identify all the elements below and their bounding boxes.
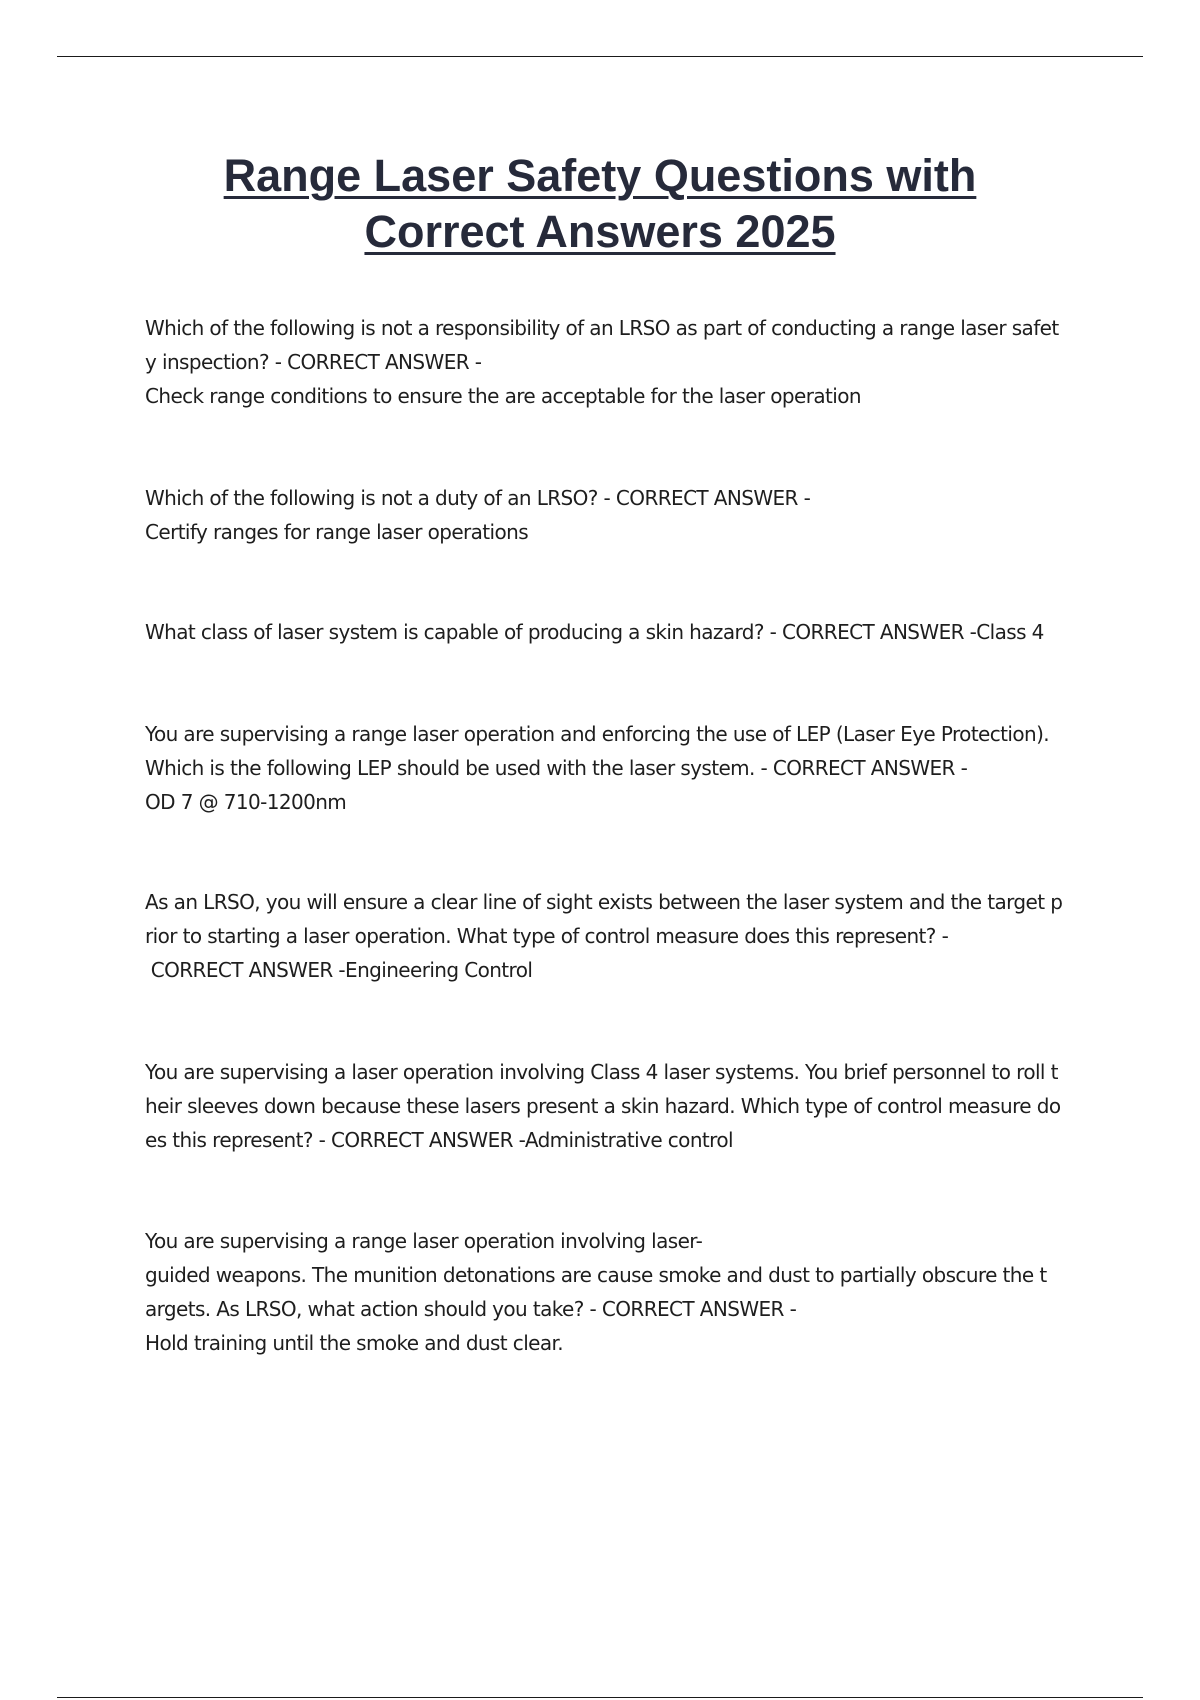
qa-line: Which of the following is not a duty of an LRSO? - CORRECT ANSWER - (145, 486, 811, 510)
qa-line: You are supervising a range laser operation and enforcing the use of LEP (Laser Eye Protection). (145, 722, 1050, 746)
qa-line: CORRECT ANSWER -Engineering Control (145, 958, 533, 982)
qa-line: rior to starting a laser operation. What type of control measure does this represent? - (145, 924, 949, 948)
page-title (120, 148, 1080, 260)
qa-item-3 (145, 615, 1100, 649)
qa-line: guided weapons. The munition detonations are cause smoke and dust to partially obscure the t (145, 1263, 1047, 1287)
qa-line: Check range conditions to ensure the are acceptable for the laser operation (145, 384, 861, 408)
qa-line: Certify ranges for range laser operations (145, 520, 529, 544)
qa-item-6 (145, 1055, 1100, 1157)
qa-line: You are supervising a laser operation involving Class 4 laser systems. You brief personnel to roll t (145, 1060, 1058, 1084)
qa-line: What class of laser system is capable of producing a skin hazard? - CORRECT ANSWER -Class 4 (145, 620, 1044, 644)
top-rule (57, 56, 1143, 57)
qa-line: Hold training until the smoke and dust clear. (145, 1331, 564, 1355)
qa-item-1 (145, 311, 1100, 413)
qa-item-4 (145, 717, 1100, 819)
qa-line: You are supervising a range laser operation involving laser- (145, 1229, 703, 1253)
qa-line: OD 7 @ 710-1200nm (145, 790, 347, 814)
qa-item-7 (145, 1224, 1100, 1360)
bottom-rule (57, 1697, 1143, 1698)
qa-line: y inspection? - CORRECT ANSWER - (145, 350, 482, 374)
qa-line: As an LRSO, you will ensure a clear line of sight exists between the laser system and the target p (145, 890, 1063, 914)
title-line-2: Correct Answers 2025 (364, 206, 836, 257)
qa-item-2 (145, 481, 1100, 549)
qa-line: es this represent? - CORRECT ANSWER -Administrative control (145, 1128, 733, 1152)
title-line-1: Range Laser Safety Questions with (223, 150, 977, 201)
qa-item-5 (145, 885, 1100, 987)
qa-line: Which of the following is not a responsibility of an LRSO as part of conducting a range laser safet (145, 316, 1059, 340)
qa-line: Which is the following LEP should be used with the laser system. - CORRECT ANSWER - (145, 756, 968, 780)
qa-line: argets. As LRSO, what action should you take? - CORRECT ANSWER - (145, 1297, 797, 1321)
qa-line: heir sleeves down because these lasers present a skin hazard. Which type of control measure do (145, 1094, 1061, 1118)
